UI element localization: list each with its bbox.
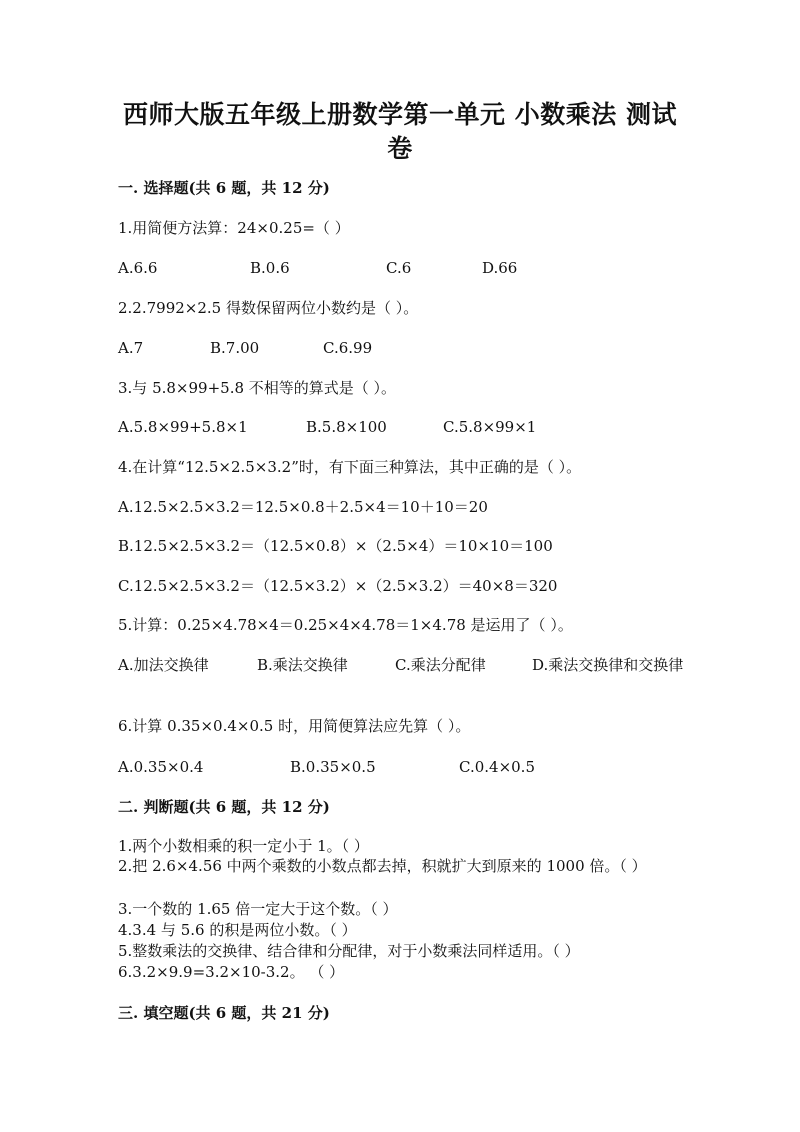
question-1-stem: 1.用简便方法算：24×0.25=（ ） bbox=[118, 219, 350, 237]
q3-option-b: B.5.8×100 bbox=[306, 418, 387, 436]
q5-option-b: B.乘法交换律 bbox=[257, 656, 348, 674]
q1-option-b: B.0.6 bbox=[250, 259, 290, 277]
q2-option-b: B.7.00 bbox=[210, 339, 260, 357]
q5-option-d: D.乘法交换律和交换律 bbox=[532, 656, 684, 674]
section-heading-choice: 一. 选择题(共 6 题，共 12 分) bbox=[118, 179, 330, 197]
q6-option-c: C.0.4×0.5 bbox=[459, 758, 535, 776]
q6-option-a: A.0.35×0.4 bbox=[118, 758, 204, 776]
q1-option-c: C.6 bbox=[386, 259, 412, 277]
q3-option-c: C.5.8×99×1 bbox=[443, 418, 537, 436]
judgment-item-3: 3.一个数的 1.65 倍一定大于这个数。（ ） bbox=[118, 900, 398, 918]
section-heading-judgment: 二. 判断题(共 6 题，共 12 分) bbox=[118, 798, 330, 816]
q6-option-b: B.0.35×0.5 bbox=[290, 758, 376, 776]
question-5-stem: 5.计算：0.25×4.78×4＝0.25×4×4.78＝1×4.78 是运用了（ ）。 bbox=[118, 616, 573, 634]
q1-option-d: D.66 bbox=[482, 259, 518, 277]
q4-option-c: C.12.5×2.5×3.2＝（12.5×3.2）×（2.5×3.2）＝40×8＝320 bbox=[118, 577, 558, 595]
page-title: 西师大版五年级上册数学第一单元 小数乘法 测试卷 bbox=[123, 100, 677, 163]
q4-option-b: B.12.5×2.5×3.2＝（12.5×0.8）×（2.5×4）＝10×10＝100 bbox=[118, 537, 553, 555]
q4-option-a: A.12.5×2.5×3.2＝12.5×0.8＋2.5×4＝10＋10＝20 bbox=[118, 498, 488, 516]
judgment-item-5: 5.整数乘法的交换律、结合律和分配律，对于小数乘法同样适用。（ ） bbox=[118, 942, 580, 960]
judgment-item-1: 1.两个小数相乘的积一定小于 1。（ ） bbox=[118, 837, 369, 855]
section-heading-fill-blank: 三. 填空题(共 6 题，共 21 分) bbox=[118, 1004, 330, 1022]
q2-option-c: C.6.99 bbox=[323, 339, 373, 357]
judgment-item-4: 4.3.4 与 5.6 的积是两位小数。（ ） bbox=[118, 921, 357, 939]
judgment-item-2: 2.把 2.6×4.56 中两个乘数的小数点都去掉，积就扩大到原来的 1000 倍。（ ） bbox=[118, 857, 647, 875]
question-2-stem: 2.2.7992×2.5 得数保留两位小数约是（ ）。 bbox=[118, 299, 419, 317]
question-3-stem: 3.与 5.8×99+5.8 不相等的算式是（ ）。 bbox=[118, 379, 397, 397]
question-6-stem: 6.计算 0.35×0.4×0.5 时，用简便算法应先算（ ）。 bbox=[118, 717, 471, 735]
q1-option-a: A.6.6 bbox=[118, 259, 158, 277]
q5-option-a: A.加法交换律 bbox=[118, 656, 209, 674]
question-4-stem: 4.在计算“12.5×2.5×3.2”时，有下面三种算法，其中正确的是（ ）。 bbox=[118, 458, 582, 476]
judgment-item-6: 6.3.2×9.9=3.2×10-3.2。 （ ） bbox=[118, 963, 345, 981]
q3-option-a: A.5.8×99+5.8×1 bbox=[118, 418, 248, 436]
q2-option-a: A.7 bbox=[118, 339, 144, 357]
q5-option-c: C.乘法分配律 bbox=[395, 656, 486, 674]
